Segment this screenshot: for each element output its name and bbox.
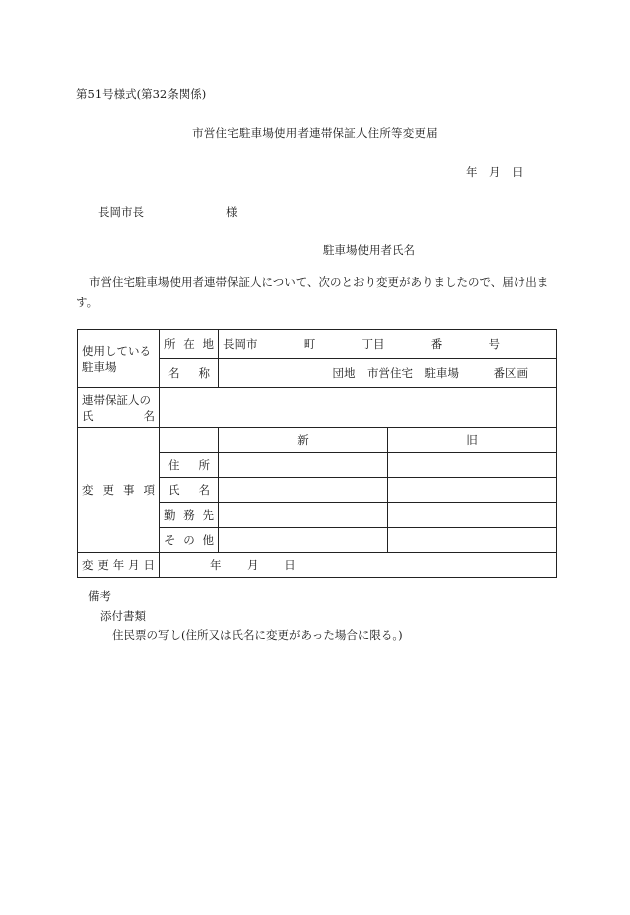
- location-go: 号: [488, 337, 500, 351]
- other-old-cell[interactable]: [388, 528, 557, 553]
- label-char: 変: [82, 483, 94, 497]
- name-label-cell: [160, 359, 219, 388]
- label-char: 更: [97, 558, 109, 572]
- location-city: 長岡市: [223, 337, 258, 351]
- label-char: 名: [168, 366, 180, 380]
- name-old-cell[interactable]: [388, 478, 557, 503]
- label-char: 所: [198, 458, 210, 472]
- parking-header-label: 使用している駐車場: [82, 343, 151, 374]
- row-label-workplace: [160, 503, 219, 528]
- label-char: 住: [168, 458, 180, 472]
- parking-name-parts: 団地 市営住宅 駐車場 番区画: [332, 366, 528, 380]
- label-char: 在: [183, 337, 195, 351]
- row-label-other: [160, 528, 219, 553]
- guarantor-name-value-cell[interactable]: [160, 388, 557, 428]
- label-char: 地: [202, 337, 214, 351]
- label-char: 事: [123, 483, 135, 497]
- label-char: 勤: [164, 508, 176, 522]
- label-char: 務: [183, 508, 195, 522]
- parking-header-cell: [78, 330, 160, 388]
- location-ban: 番: [430, 337, 443, 351]
- address-new-cell[interactable]: [219, 453, 388, 478]
- document-title: 市営住宅駐車場使用者連帯保証人住所等変更届: [192, 126, 438, 140]
- guarantor-label-cell: [78, 388, 160, 428]
- workplace-old-cell[interactable]: [388, 503, 557, 528]
- label-char: 変: [82, 558, 94, 572]
- label-char: 月: [128, 558, 140, 572]
- date-line: 年 月 日: [466, 165, 524, 179]
- label-char: 日: [143, 558, 155, 572]
- addressee: [98, 204, 238, 220]
- label-char: 名: [198, 483, 210, 497]
- change-date-value-cell[interactable]: [160, 553, 557, 578]
- workplace-new-cell[interactable]: [219, 503, 388, 528]
- location-label-cell: [160, 330, 219, 359]
- location-value-cell[interactable]: [219, 330, 557, 359]
- applicant-name-label: 駐車場使用者氏名: [323, 243, 415, 257]
- change-notification-table: [77, 329, 557, 578]
- attachment-note: 住民票の写し(住所又は氏名に変更があった場合に限る。): [112, 628, 403, 642]
- column-header-old: 旧: [388, 428, 557, 453]
- form-number: 第51号様式(第32条関係): [76, 87, 207, 101]
- name-new-cell[interactable]: [219, 478, 388, 503]
- attachments-label: 添付書類: [100, 609, 146, 623]
- blank-header-cell: [160, 428, 219, 453]
- honorific: 様: [226, 205, 238, 219]
- label-char: の: [183, 533, 195, 547]
- label-char: 称: [198, 366, 210, 380]
- label-char: 更: [102, 483, 114, 497]
- row-label-name: [160, 478, 219, 503]
- location-chome: 丁目: [361, 337, 385, 351]
- label-char: 先: [202, 508, 214, 522]
- label-char: 所: [164, 337, 176, 351]
- label-char: 氏: [168, 483, 180, 497]
- remarks-label: 備考: [88, 589, 111, 603]
- address-old-cell[interactable]: [388, 453, 557, 478]
- guarantor-label: 連帯保証人の: [82, 392, 151, 407]
- row-label-address: [160, 453, 219, 478]
- addressee-name: 長岡市長: [98, 205, 144, 219]
- change-date-value: 年 月 日: [210, 558, 296, 572]
- label-char: 他: [202, 533, 214, 547]
- label-char: 項: [143, 483, 155, 497]
- other-new-cell[interactable]: [219, 528, 388, 553]
- parking-name-value-cell[interactable]: [219, 359, 557, 388]
- location-town: 町: [303, 337, 316, 351]
- label-char: 年: [112, 558, 125, 572]
- label-char: そ: [164, 533, 176, 547]
- body-text: 市営住宅駐車場使用者連帯保証人について、次のとおり変更がありましたので、届け出ます。: [76, 275, 549, 309]
- change-date-label-cell: [78, 553, 160, 578]
- label-char: 氏: [82, 408, 94, 423]
- changes-label-cell: [78, 428, 160, 553]
- label-char: 名: [143, 408, 155, 423]
- column-header-new: 新: [219, 428, 388, 453]
